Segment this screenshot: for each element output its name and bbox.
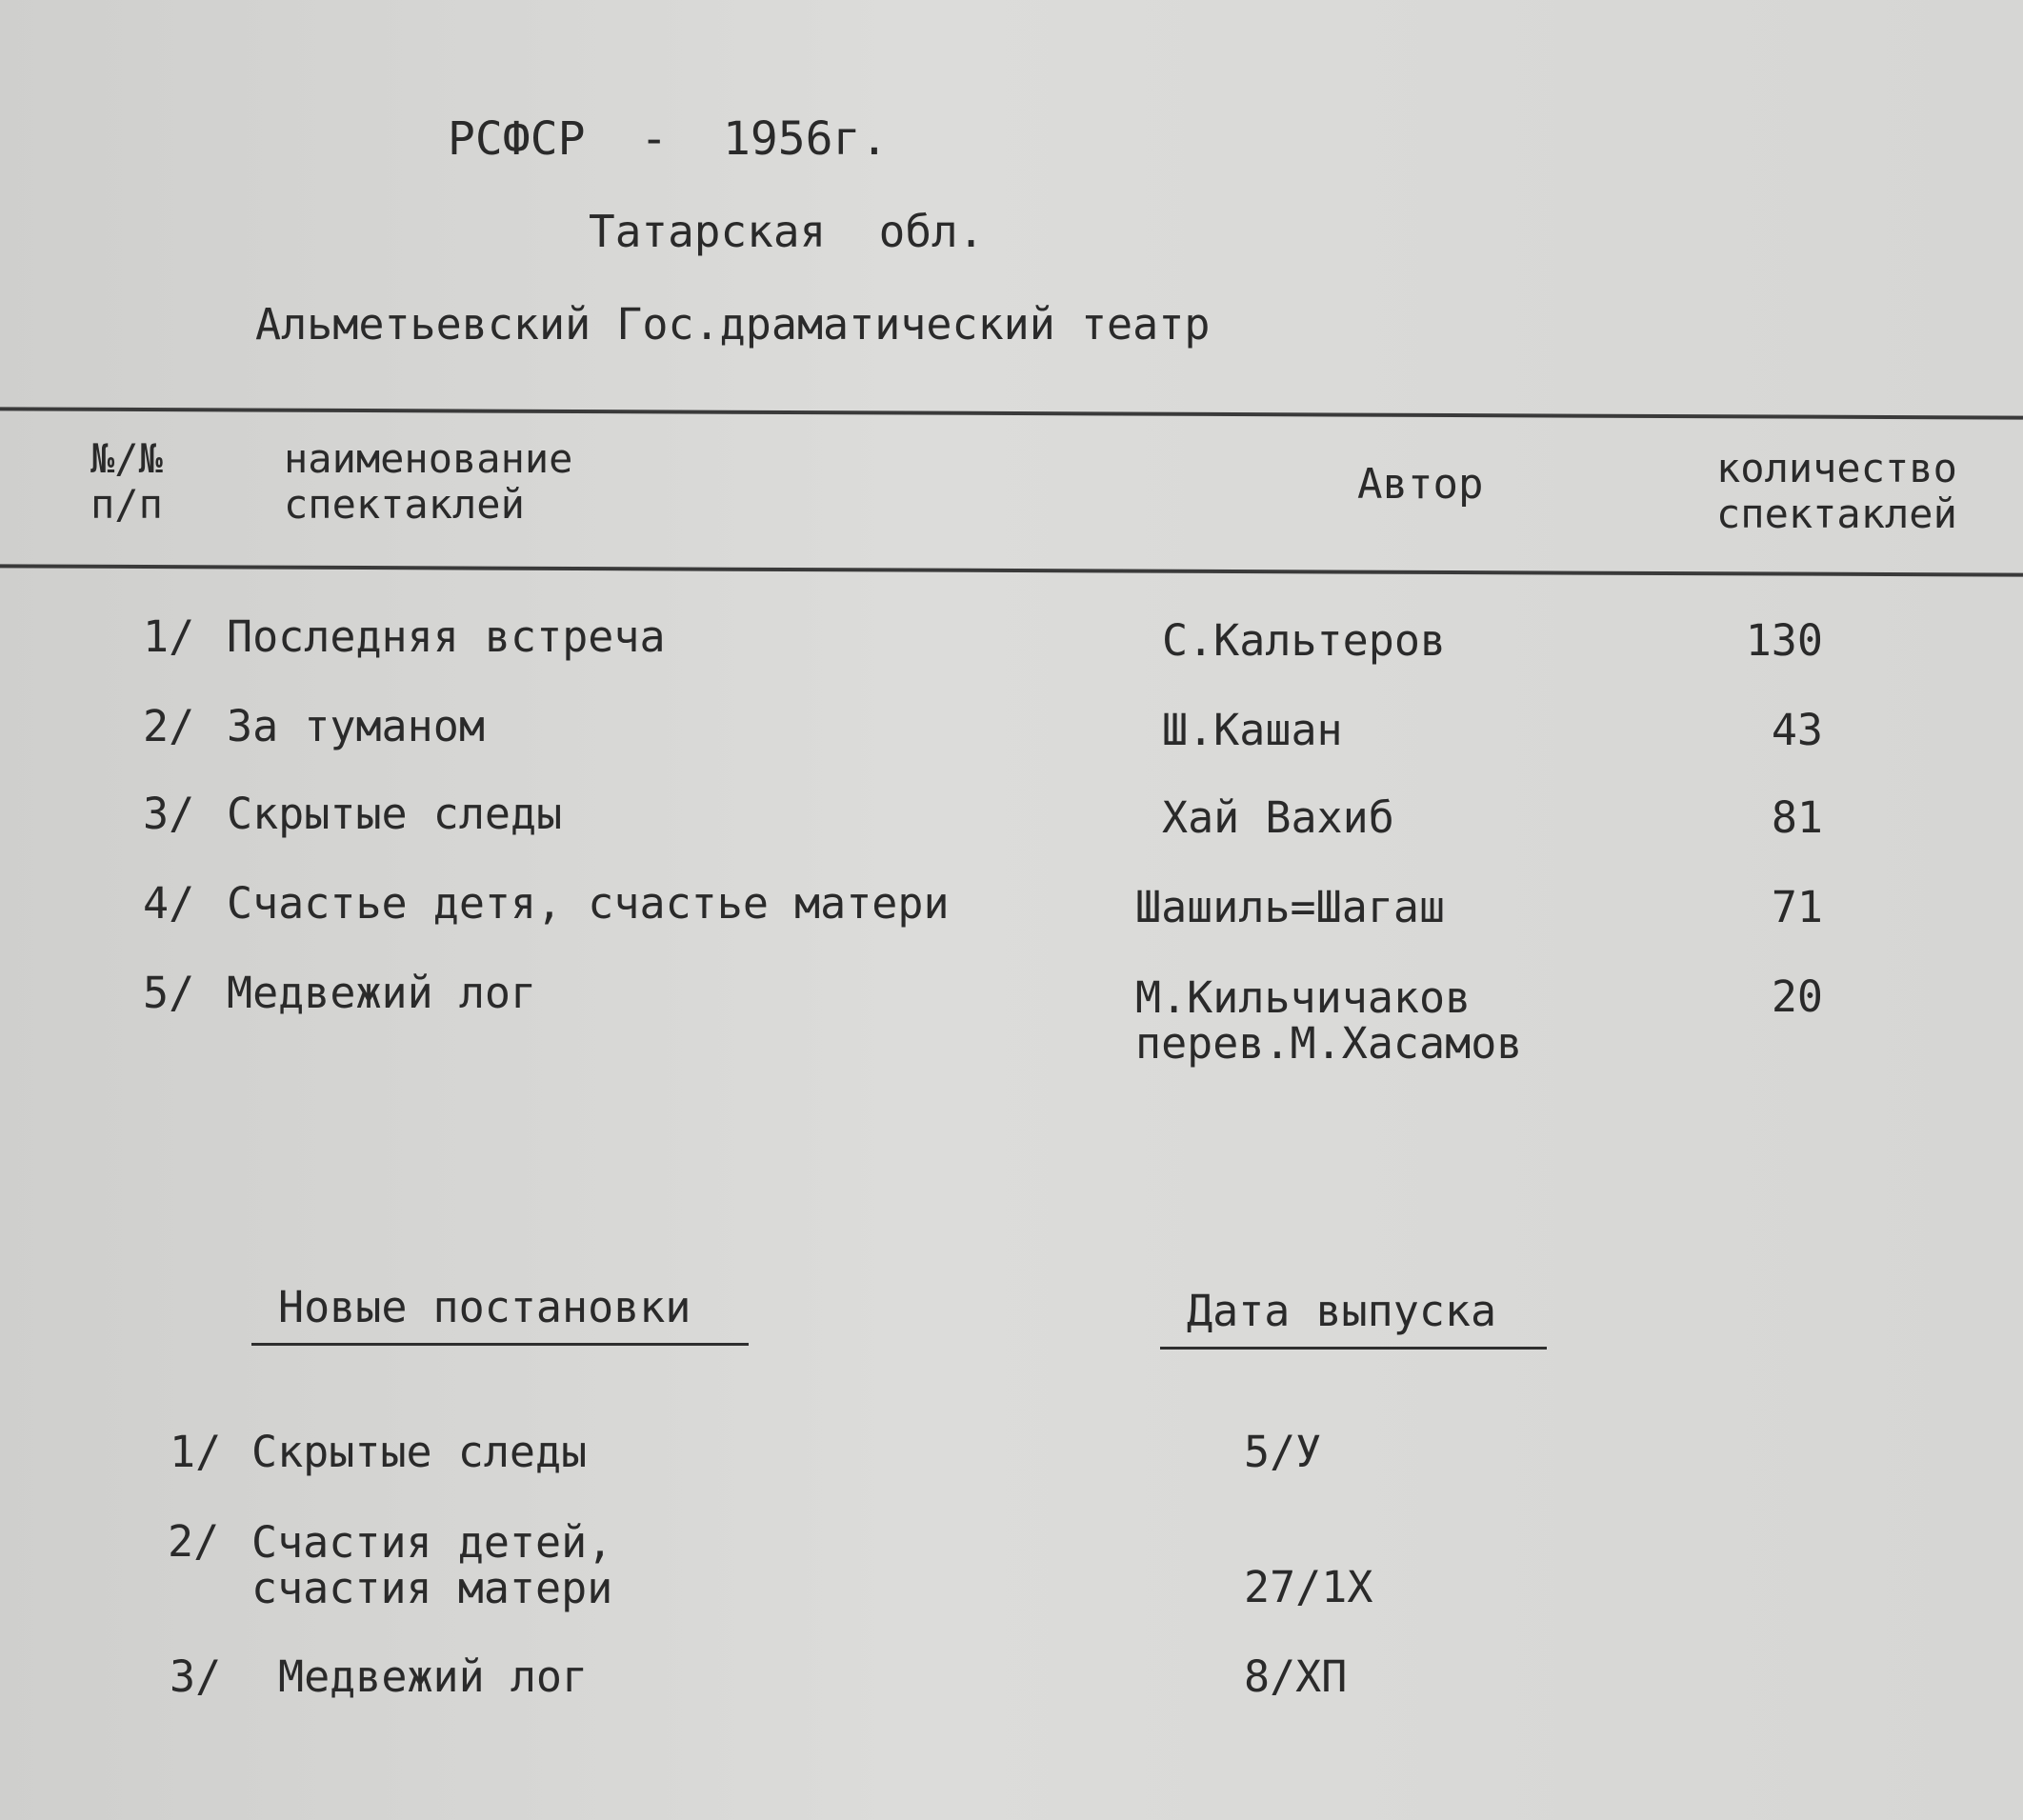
item-date: 8/ХП (1244, 1651, 1348, 1702)
row-count: 81 (1771, 792, 1823, 843)
item-title: Скрытые следы (251, 1427, 588, 1477)
item-number: 3/ (170, 1651, 222, 1702)
row-author: Хай Вахиб (1162, 792, 1394, 843)
item-title: Медвежий лог (278, 1651, 589, 1702)
row-title: Счастье детя, счастье матери (227, 878, 950, 929)
row-number: 2/ (143, 701, 195, 751)
row-count: 43 (1771, 705, 1823, 755)
item-number: 2/ (168, 1516, 220, 1567)
header-line-2: Татарская обл. (589, 206, 985, 257)
row-author: Шашиль=Шагаш (1135, 882, 1446, 932)
header-line-1: РСФСР - 1956г. (448, 112, 889, 166)
row-number: 3/ (143, 789, 195, 839)
release-date-heading: Дата выпуска (1187, 1286, 1497, 1336)
row-author: С.Кальтеров (1162, 615, 1447, 666)
col-header-count: количество спектаклей (1716, 445, 1957, 537)
row-title: Скрытые следы (227, 789, 563, 839)
row-count: 71 (1771, 882, 1823, 932)
item-date: 5/У (1244, 1427, 1322, 1477)
new-productions-underline (251, 1343, 749, 1346)
table-top-rule (0, 407, 2023, 419)
item-title: Счастия детей, счастия матери (251, 1517, 613, 1613)
row-title: За туманом (227, 701, 485, 751)
row-number: 5/ (143, 968, 195, 1018)
header-line-3: Альметьевский Гос.драматический театр (255, 299, 1211, 350)
item-number: 1/ (170, 1427, 222, 1477)
col-header-title: наименование спектаклей (284, 435, 573, 528)
row-author: Ш.Кашан (1162, 705, 1343, 755)
row-number: 4/ (143, 878, 195, 929)
row-title: Последняя встреча (227, 611, 666, 662)
row-count: 20 (1771, 971, 1823, 1022)
row-title: Медвежий лог (227, 968, 537, 1018)
row-author: М.Кильчичаков перев.М.Хасамов (1135, 972, 1523, 1069)
new-productions-heading: Новые постановки (278, 1282, 691, 1332)
col-header-number: №/№ п/п (90, 435, 163, 528)
release-date-underline (1160, 1347, 1547, 1350)
row-count: 130 (1745, 615, 1823, 666)
row-number: 1/ (143, 611, 195, 662)
item-date: 27/1Х (1244, 1562, 1373, 1612)
col-header-author: Автор (1357, 460, 1484, 509)
table-header-bottom-rule (0, 564, 2023, 576)
